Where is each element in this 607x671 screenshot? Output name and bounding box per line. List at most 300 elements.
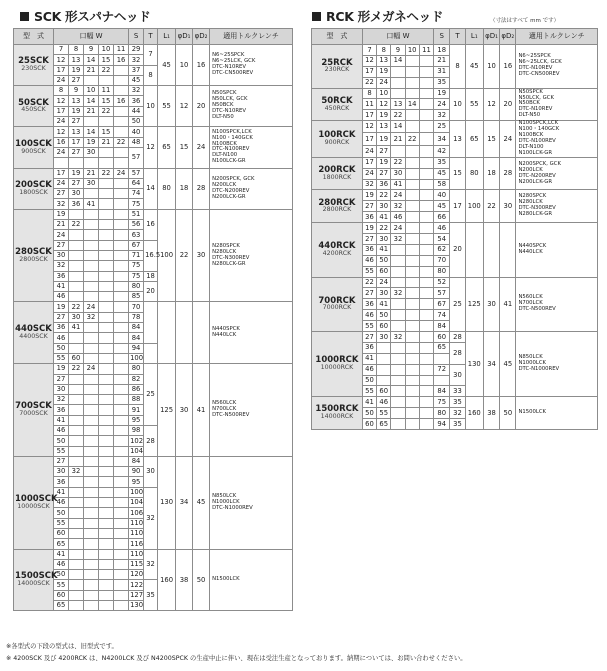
s-value: 29 [129, 45, 144, 55]
width-value [114, 374, 129, 384]
model-cell [14, 549, 58, 611]
s-value: 57 [129, 168, 144, 178]
width-value [84, 528, 99, 538]
d1-value: 15 [176, 127, 193, 168]
width-value: 22 [69, 302, 84, 312]
width-value [114, 353, 129, 363]
s-value: 25 [434, 121, 450, 133]
width-value: 10 [84, 86, 99, 96]
old-model-name: 4400SCK [19, 332, 48, 340]
width-value: 32 [391, 234, 405, 245]
width-value [405, 179, 419, 190]
width-value: 32 [69, 467, 84, 477]
width-value [69, 333, 84, 343]
d2-value: 41 [500, 277, 516, 331]
width-value [84, 189, 99, 199]
width-value: 32 [54, 395, 69, 405]
wrench-model: N50SPCK [212, 90, 237, 97]
model-name: 280SCK [15, 246, 52, 257]
s-value: 80 [129, 364, 144, 374]
width-value [114, 343, 129, 353]
t-value: 12 [144, 127, 158, 168]
d2-value: 20 [500, 88, 516, 121]
width-value [405, 342, 419, 353]
old-model-name: 1800RCK [322, 173, 352, 181]
width-value [114, 601, 129, 611]
model-cell [312, 121, 363, 158]
width-value: 14 [84, 96, 99, 106]
model-name: 50SCK [18, 97, 49, 108]
width-value [69, 292, 84, 302]
d2-value: 30 [500, 190, 516, 223]
width-value: 36 [362, 212, 376, 223]
table-row [312, 121, 598, 133]
width-value [419, 77, 433, 88]
width-value: 14 [84, 127, 99, 137]
width-value: 32 [54, 261, 69, 271]
width-value [84, 333, 99, 343]
width-value: 65 [54, 539, 69, 549]
t-value: 8 [450, 45, 465, 89]
width-value: 15 [99, 96, 114, 106]
wrench-model: N280LCK [212, 248, 237, 255]
s-value: 70 [434, 255, 450, 266]
width-value: 17 [362, 133, 376, 145]
width-value [84, 539, 99, 549]
width-value [405, 234, 419, 245]
l1-value: 130 [465, 332, 483, 397]
width-value [391, 397, 405, 408]
wrench-list [210, 549, 293, 611]
width-value: 19 [377, 66, 391, 77]
s-value: 72 [434, 364, 450, 375]
width-value [405, 321, 419, 332]
table-row [14, 168, 293, 178]
table-row [14, 302, 293, 312]
old-model-name: 10000SCK [17, 502, 50, 510]
wrench-model: N560LCK [518, 294, 543, 301]
width-value [84, 405, 99, 415]
s-value: 40 [129, 127, 144, 137]
s-value: 88 [129, 395, 144, 405]
width-value [114, 312, 129, 322]
width-value: 32 [391, 332, 405, 343]
header-width: 口幅 W [362, 29, 433, 45]
width-value: 24 [54, 147, 69, 157]
width-value: 7 [54, 45, 69, 55]
width-value: 50 [54, 343, 69, 353]
wrench-model: DLT-N50 [518, 112, 541, 119]
width-value: 21 [391, 133, 405, 145]
d1-value: 38 [176, 549, 193, 611]
width-value: 19 [69, 65, 84, 75]
width-value: 41 [54, 549, 69, 559]
s-value: 67 [129, 240, 144, 250]
model-name: 200RCK [318, 164, 356, 175]
d2-value [500, 223, 516, 277]
width-value [419, 408, 433, 419]
t-value: 13 [450, 121, 465, 158]
width-value [419, 99, 433, 110]
s-value: 21 [434, 55, 450, 66]
width-value [114, 539, 129, 549]
width-value: 19 [84, 137, 99, 147]
model-cell [14, 364, 54, 457]
old-model-name: 450RCK [324, 104, 350, 112]
width-value [114, 240, 129, 250]
width-value: 46 [391, 212, 405, 223]
header-l1: L₁ [465, 29, 483, 45]
wrench-list [516, 190, 598, 223]
d2-value: 45 [500, 332, 516, 397]
s-value: 52 [434, 277, 450, 288]
model-cell [14, 86, 54, 127]
d2-value: 45 [193, 456, 210, 549]
width-value [391, 277, 405, 288]
width-value [114, 209, 129, 219]
width-value [405, 375, 419, 386]
width-value: 27 [362, 234, 376, 245]
width-value: 22 [362, 277, 376, 288]
width-value [114, 477, 129, 487]
t-value: 14 [144, 168, 158, 209]
s-value: 46 [434, 223, 450, 234]
wrench-model: N200LCK [212, 181, 237, 188]
wrench-model: DLT-N50 [212, 114, 234, 121]
model-name: 100RCK [318, 130, 356, 141]
width-value [391, 353, 405, 364]
width-value [419, 277, 433, 288]
t-value: 28 [144, 425, 158, 456]
l1-value: 65 [158, 127, 176, 168]
width-value [69, 271, 84, 281]
wrench-model: DTC-N100REV [212, 146, 250, 153]
width-value [69, 570, 84, 580]
old-model-name: 7000RCK [322, 304, 352, 312]
width-value [84, 75, 99, 85]
s-value: 19 [434, 88, 450, 99]
t-value: 16.5 [144, 240, 158, 271]
width-value [84, 570, 99, 580]
width-value [99, 209, 114, 219]
s-value: 57 [129, 147, 144, 168]
l1-value: 55 [465, 88, 483, 121]
width-value [69, 559, 84, 569]
width-value [391, 266, 405, 277]
s-value: 74 [129, 189, 144, 199]
width-value [99, 292, 114, 302]
width-value [114, 508, 129, 518]
width-value: 24 [377, 277, 391, 288]
wrench-model: N200SPCK, GCK [518, 160, 561, 167]
width-value: 50 [54, 508, 69, 518]
width-value: 15 [99, 127, 114, 137]
width-value [84, 261, 99, 271]
model-name: 25RCK [321, 57, 353, 68]
model-name: 700RCK [318, 295, 356, 306]
d2-value [193, 302, 210, 364]
s-value: 71 [129, 250, 144, 260]
width-value [419, 288, 433, 299]
wrench-list [210, 302, 293, 364]
width-value: 24 [54, 117, 69, 127]
width-value [99, 240, 114, 250]
width-value [114, 147, 129, 157]
wrench-model: DTC-N10REV [212, 64, 247, 71]
width-value [114, 498, 129, 508]
wrench-list [210, 45, 293, 86]
wrench-model: N280SPCK [212, 242, 240, 249]
wrench-model: DTC-N1000REV [212, 504, 253, 511]
width-value: 30 [377, 201, 391, 212]
width-value [419, 342, 433, 353]
s-value: 84 [129, 323, 144, 333]
width-value [84, 518, 99, 528]
s-value: 65 [434, 342, 450, 353]
width-value [84, 508, 99, 518]
model-name: 1500RCK [315, 404, 359, 415]
width-value [99, 261, 114, 271]
s-value: 18 [434, 45, 450, 56]
model-cell [312, 45, 363, 89]
width-value [419, 364, 433, 375]
width-value: 13 [377, 121, 391, 133]
width-value [69, 158, 84, 168]
width-value [419, 310, 433, 321]
width-value [114, 127, 129, 137]
model-cell [312, 332, 363, 397]
width-value [99, 590, 114, 600]
width-value: 17 [54, 65, 69, 75]
width-value: 36 [54, 477, 69, 487]
rck-spec-table [311, 28, 598, 430]
wrench-list [516, 223, 598, 277]
width-value [405, 408, 419, 419]
wrench-model: N280LCK [518, 199, 543, 206]
t-value: 18 [144, 271, 158, 281]
width-value [419, 386, 433, 397]
width-value [114, 549, 129, 559]
width-value: 36 [362, 244, 376, 255]
width-value: 19 [377, 157, 391, 168]
width-value [84, 559, 99, 569]
model-name: 1500SCK [15, 571, 58, 582]
width-value [377, 375, 391, 386]
width-value [405, 288, 419, 299]
wrench-model: N440SPCK [518, 242, 547, 249]
old-model-name: 14000RCK [320, 413, 354, 421]
width-value: 27 [69, 117, 84, 127]
d1-value [176, 302, 193, 364]
s-value: 110 [130, 518, 144, 527]
width-value [99, 374, 114, 384]
t-value: 35 [450, 397, 465, 408]
old-model-name: 230SCK [21, 65, 46, 73]
header-d2: φD₂ [500, 29, 516, 45]
width-value: 32 [84, 312, 99, 322]
width-value: 65 [377, 419, 391, 430]
l1-value: 130 [158, 456, 176, 549]
s-value: 104 [130, 498, 144, 507]
width-value [391, 66, 405, 77]
wrench-model: N440SPCK [212, 325, 240, 332]
t-value: 10 [144, 86, 158, 127]
model-name: 440SCK [15, 324, 52, 335]
width-value: 11 [114, 45, 129, 55]
width-value [69, 405, 84, 415]
wrench-model: N6~25SPCK [518, 53, 551, 60]
width-value: 41 [54, 281, 69, 291]
width-value [84, 292, 99, 302]
wrench-model: DTC-N10REV [212, 108, 247, 115]
width-value [69, 601, 84, 611]
width-value [84, 240, 99, 250]
width-value: 46 [54, 425, 69, 435]
width-value: 32 [362, 179, 376, 190]
width-value: 12 [54, 96, 69, 106]
s-value: 100 [130, 488, 144, 497]
model-cell [14, 127, 54, 168]
unit-note: （寸法はすべて mm です） [490, 18, 560, 24]
width-value [405, 299, 419, 310]
width-value: 27 [362, 201, 376, 212]
width-value [114, 425, 129, 435]
width-value: 12 [54, 127, 69, 137]
width-value: 17 [362, 110, 376, 121]
width-value [99, 117, 114, 127]
width-value: 27 [362, 288, 376, 299]
width-value [419, 66, 433, 77]
header-t: T [450, 29, 465, 45]
s-value: 35 [434, 77, 450, 88]
t-value: 35 [450, 419, 465, 430]
width-value [114, 292, 129, 302]
d1-value: 34 [483, 332, 499, 397]
width-value [405, 201, 419, 212]
s-value: 106 [130, 508, 144, 517]
s-value: 51 [129, 209, 144, 219]
model-cell [14, 456, 58, 549]
width-value [99, 271, 114, 281]
s-value: 37 [129, 65, 144, 75]
width-value [114, 559, 129, 569]
model-cell [14, 209, 54, 302]
s-value: 94 [129, 343, 144, 353]
width-value: 46 [362, 310, 376, 321]
width-value [419, 223, 433, 234]
wrench-list [516, 121, 598, 158]
width-value: 16 [54, 137, 69, 147]
width-value: 12 [362, 55, 376, 66]
width-value: 13 [69, 127, 84, 137]
width-value: 19 [362, 223, 376, 234]
width-value [114, 271, 129, 281]
width-value [99, 364, 114, 374]
width-value [69, 343, 84, 353]
width-value: 24 [377, 77, 391, 88]
width-value: 60 [54, 590, 69, 600]
l1-value: 125 [158, 364, 176, 457]
width-value: 27 [69, 75, 84, 85]
d2-value: 20 [193, 86, 210, 127]
l1-value: 65 [465, 121, 483, 158]
width-value [69, 425, 84, 435]
width-value: 55 [362, 321, 376, 332]
old-model-name: 900SCK [21, 147, 46, 155]
s-value: 110 [130, 549, 144, 558]
width-value [419, 157, 433, 168]
wrench-model: N200SPCK, GCK [212, 175, 255, 182]
s-value: 75 [129, 199, 144, 209]
d1-value: 34 [176, 456, 193, 549]
wrench-model: N50BCK [518, 100, 540, 107]
wrench-model: N440LCK [212, 331, 237, 338]
width-value [114, 580, 129, 590]
width-value [391, 255, 405, 266]
width-value [99, 559, 114, 569]
l1-value: 160 [465, 397, 483, 430]
width-value [405, 110, 419, 121]
header-model: 型 式 [14, 29, 54, 45]
header-width: 口幅 W [54, 29, 129, 45]
width-value [69, 498, 84, 508]
width-value: 22 [362, 77, 376, 88]
width-value: 19 [69, 106, 84, 116]
wrench-model: N700LCK [212, 406, 237, 413]
l1-value: 100 [465, 190, 483, 223]
wrench-model: N560LCK [212, 400, 237, 407]
table-row [14, 456, 293, 466]
d1-value: 15 [483, 121, 499, 158]
width-value: 46 [377, 397, 391, 408]
wrench-list [210, 127, 293, 168]
s-value: 64 [129, 178, 144, 188]
d2-value: 28 [193, 168, 210, 209]
width-value [99, 281, 114, 291]
s-value: 75 [129, 261, 144, 271]
model-cell [14, 168, 54, 209]
width-value: 30 [84, 147, 99, 157]
width-value: 22 [69, 364, 84, 374]
wrench-model: N1000LCK [518, 360, 547, 367]
width-value: 27 [69, 147, 84, 157]
s-value: 102 [130, 436, 144, 445]
width-value: 30 [69, 189, 84, 199]
wrench-model: DTC-N500REV [518, 306, 556, 313]
width-value [114, 333, 129, 343]
width-value: 30 [377, 288, 391, 299]
table-row [14, 86, 293, 96]
width-value: 9 [391, 45, 405, 56]
width-value [405, 244, 419, 255]
width-value: 50 [362, 375, 376, 386]
width-value [114, 415, 129, 425]
width-value: 30 [69, 312, 84, 322]
width-value: 27 [377, 145, 391, 157]
width-value [69, 281, 84, 291]
t-value: 8 [144, 65, 158, 86]
width-value [99, 250, 114, 260]
width-value: 12 [362, 121, 376, 133]
table-row [14, 209, 293, 219]
model-cell [312, 397, 363, 430]
width-value [405, 145, 419, 157]
width-value [419, 419, 433, 430]
old-model-name: 450SCK [21, 106, 46, 114]
width-value: 46 [54, 333, 69, 343]
wrench-list [516, 277, 598, 331]
header-model: 型 式 [312, 29, 363, 45]
